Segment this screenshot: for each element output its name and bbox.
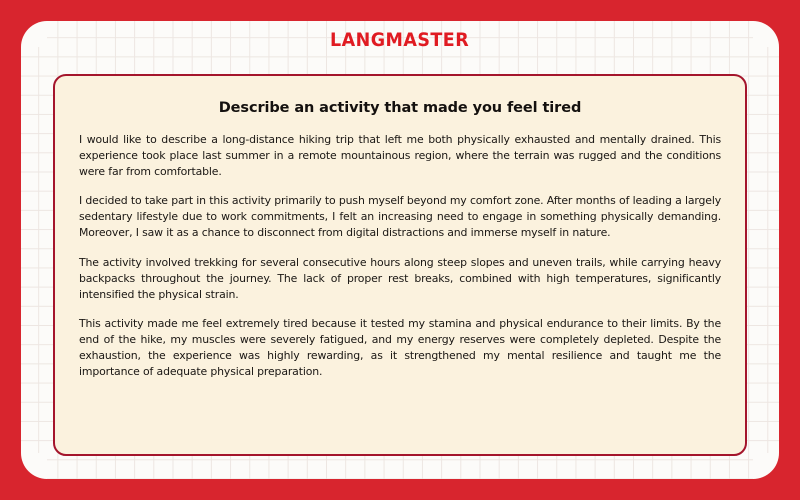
brand-logo [0,31,800,51]
essay-paragraph: I would like to describe a long-distance hiking trip that left me both physically exhausted and mentally drained. This experience took place last summer in a remote mountainous region, where the terrain was rugged and the conditions were far from comfortable. [79,133,721,179]
essay-title: Describe an activity that made you feel tired [218,100,582,116]
essay-paragraph: This activity made me feel extremely tired because it tested my stamina and physical endurance to their limits. By the end of the hike, my muscles were severely fatigued, and my energy reserves were completely depleted. Despite the exhaustion, the experience was highly rewarding, as it strengthened my mental resilience and taught me the importance of adequate physical preparation. [79,316,721,379]
essay-card [53,74,747,456]
essay-body [79,132,721,380]
essay-paragraph: I decided to take part in this activity primarily to push myself beyond my comfort zone. After months of leading a largely sedentary lifestyle due to work commitments, I felt an increasing need to engage in something physically demanding. Moreover, I saw it as a chance to disconnect from digital distractions and immerse myself in nature. [79,194,721,240]
brand-logo-text: LANGMASTER [330,29,470,51]
essay-paragraph: The activity involved trekking for several consecutive hours along steep slopes and uneven trails, while carrying heavy backpacks throughout the journey. The lack of proper rest breaks, combined with high temperatures, significantly intensified the physical strain. [79,255,721,301]
